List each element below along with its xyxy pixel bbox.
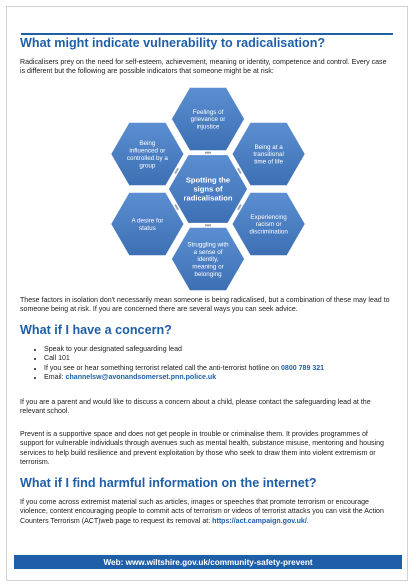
act-campaign-link[interactable]: https://act.campaign.gov.uk/ bbox=[212, 517, 307, 525]
identity-hex-label-line: identity, bbox=[197, 256, 219, 264]
group-influence-hex-label-line: Being bbox=[139, 140, 156, 148]
grievance-hex-label-line: grievance or bbox=[190, 116, 226, 124]
group-influence-hex-label-line: group bbox=[139, 162, 156, 170]
list-item-text: Email: bbox=[44, 374, 66, 382]
footer-web-link[interactable]: Web: www.wiltshire.gov.uk/community-safety-prevent bbox=[103, 557, 313, 567]
list-item-text: Call 101 bbox=[44, 355, 70, 363]
factors-paragraph: These factors in isolation don't necessarily mean someone is being radicalised, but a combination of these may lead to someone being at risk. If you are concerned there are several ways you can seek advice. bbox=[20, 297, 390, 314]
email-link[interactable]: channelsw@avonandsomerset.pnn.police.uk bbox=[65, 374, 217, 382]
racism-hex-label-line: Experiencing bbox=[250, 213, 287, 221]
group-influence-hex bbox=[110, 122, 184, 186]
identity-hex-label-line: meaning or bbox=[192, 263, 224, 271]
transitional-hex-label-line: transitional bbox=[253, 151, 284, 159]
hotline-number[interactable]: 0800 789 321 bbox=[280, 364, 325, 372]
grievance-hex-label-line: Feelings of bbox=[192, 108, 224, 116]
concern-list bbox=[20, 345, 324, 383]
status-hex-label-line: A desire for bbox=[131, 217, 164, 225]
footer-banner bbox=[14, 555, 402, 569]
link-period: . bbox=[306, 517, 309, 525]
list-item-text: Speak to your designated safeguarding lead bbox=[44, 346, 182, 353]
internet-text: If you come across extremist material such as articles, images or speeches that promote terrorism or encourage violence, content encouraging people to commit acts of terrorism or videos of terrorist attacks you can visit the Action Counters Terrorism (ACT)web page to request its removal at: bbox=[20, 499, 384, 525]
list-item bbox=[44, 354, 324, 363]
indicators-diagram bbox=[78, 83, 338, 295]
list-item bbox=[44, 373, 324, 382]
vulnerability-intro: Radicalisers prey on the need for self-esteem, achievement, meaning or identity, competence and control. Every case is different but the following are possible indicators that someone might be at risk: bbox=[20, 59, 387, 76]
list-item bbox=[44, 364, 324, 373]
transitional-hex-label-line: Being at a bbox=[254, 143, 283, 151]
center-hex-label-line: signs of bbox=[193, 184, 223, 194]
identity-hex-label-line: belonging bbox=[194, 271, 222, 279]
grievance-hex-label-line: injustice bbox=[196, 123, 220, 131]
list-item-text: If you see or hear something terrorist related call the anti-terrorist hotline on bbox=[44, 364, 281, 372]
top-rule bbox=[21, 33, 393, 35]
identity-hex-label-line: a sense of bbox=[193, 248, 223, 256]
racism-hex bbox=[232, 192, 306, 256]
parent-paragraph: If you are a parent and would like to discuss a concern about a child, please contact the safeguarding lead at the relevant school. bbox=[20, 399, 371, 416]
identity-hex-label-line: Struggling with bbox=[187, 241, 229, 249]
identity-hex bbox=[171, 227, 245, 291]
concern-heading: What if I have a concern? bbox=[20, 323, 172, 337]
group-influence-hex-label-line: influenced or bbox=[129, 147, 166, 155]
prevent-paragraph: Prevent is a supportive space and does not get people in trouble or criminalise them. It provides programmes of support for vulnerable individuals through avenues such as mental health, substance misuse, mentoring and housing services to help build resilience and prevent exploitation by those who seek to draw them into violent extremism or terrorism. bbox=[20, 431, 384, 467]
transitional-hex bbox=[232, 122, 306, 186]
status-hex bbox=[110, 192, 184, 256]
group-influence-hex-label-line: controlled by a bbox=[126, 154, 168, 162]
internet-paragraph bbox=[20, 498, 392, 526]
center-hex-label-line: Spotting the bbox=[185, 175, 231, 185]
status-hex-label-line: status bbox=[138, 224, 156, 232]
list-item bbox=[44, 345, 324, 354]
transitional-hex-label-line: time of life bbox=[254, 158, 283, 166]
internet-heading: What if I find harmful information on the internet? bbox=[20, 476, 317, 490]
center-hex-label-line: radicalisation bbox=[183, 193, 233, 203]
grievance-hex bbox=[171, 87, 245, 151]
center-hex bbox=[168, 154, 248, 223]
racism-hex-label-line: discrimination bbox=[249, 228, 288, 236]
vulnerability-heading: What might indicate vulnerability to radicalisation? bbox=[20, 36, 326, 50]
racism-hex-label-line: racism or bbox=[255, 221, 282, 229]
